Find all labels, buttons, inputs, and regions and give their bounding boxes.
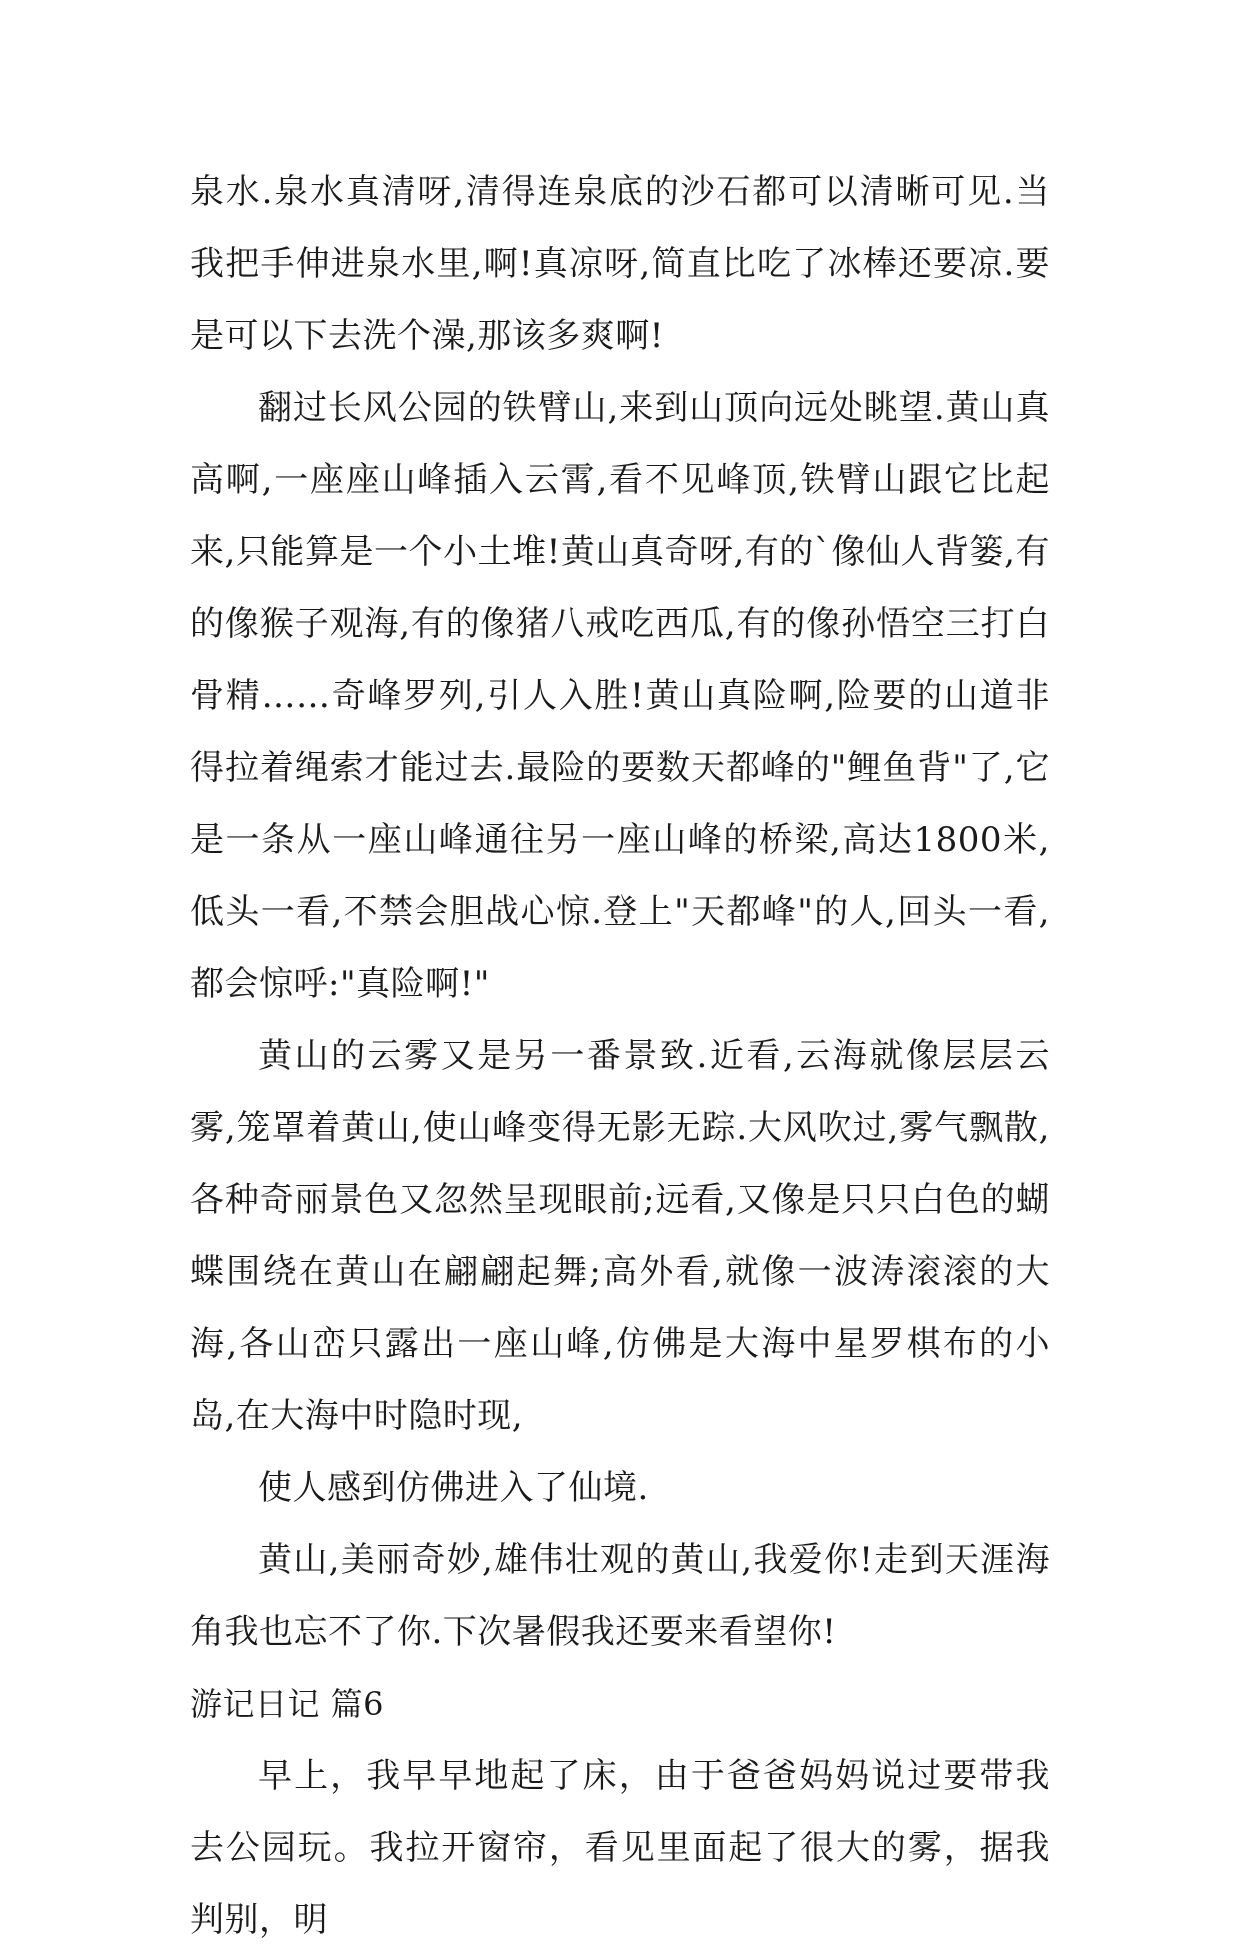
paragraph-clouds: 黄山的云雾又是另一番景致.近看,云海就像层层云雾,笼罩着黄山,使山峰变得无影无踪.大风吹过,雾气飘散,各种奇丽景色又忽然呈现眼前;远看,又像是只只白色的蝴蝶围绕在黄山在翩翩起舞;高外看,就像一波涛滚滚的大海,各山峦只露出一座山峰,仿佛是大海中星罗棋布的小岛,在大海中时隐时现, (190, 1036, 1050, 1436)
paragraph-fairyland: 使人感到仿佛进入了仙境. (258, 1468, 649, 1508)
paragraph-spring-water: 泉水.泉水真清呀,清得连泉底的沙石都可以清晰可见.当我把手伸进泉水里,啊!真凉呀,简直比吃了冰棒还要凉.要是可以下去洗个澡,那该多爽啊! (190, 172, 1050, 356)
document-body (190, 156, 1050, 1956)
section-heading: 游记日记 篇6 (190, 1685, 385, 1723)
paragraph-farewell: 黄山,美丽奇妙,雄伟壮观的黄山,我爱你!走到天涯海角我也忘不了你.下次暑假我还要来看望你! (190, 1540, 1050, 1652)
paragraph-mountain-view: 翻过长风公园的铁臂山,来到山顶向远处眺望.黄山真高啊,一座座山峰插入云霄,看不见峰顶,铁臂山跟它比起来,只能算是一个小土堆!黄山真奇呀,有的`像仙人背篓,有的像猴子观海,有的像猪八戒吃西瓜,有的像孙悟空三打白骨精……奇峰罗列,引人入胜!黄山真险啊,险要的山道非得拉着绳索才能过去.最险的要数天都峰的"鲤鱼背"了,它是一条从一座山峰通往另一座山峰的桥梁,高达1800米,低头一看,不禁会胆战心惊.登上"天都峰"的人,回头一看,都会惊呼:"真险啊!" (190, 388, 1050, 1004)
paragraph-morning: 早上，我早早地起了床，由于爸爸妈妈说过要带我去公园玩。我拉开窗帘，看见里面起了很大的雾，据我判别，明 (190, 1756, 1050, 1940)
